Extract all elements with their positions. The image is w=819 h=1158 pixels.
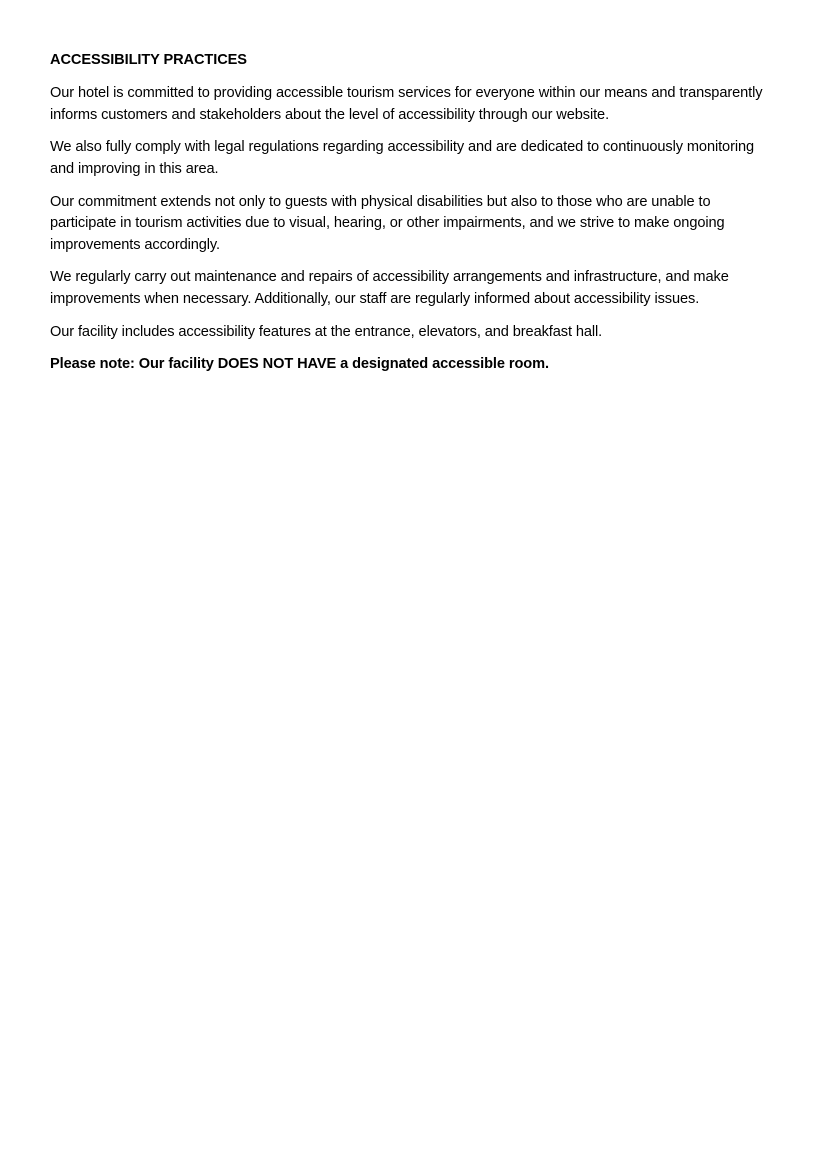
paragraph-commitment: Our hotel is committed to providing accessible tourism services for everyone within our means and transparently informs customers and stakeholders about the level of accessibility through our website. — [50, 85, 763, 123]
document-body — [50, 50, 775, 376]
paragraph-legal-compliance: We also fully comply with legal regulations regarding accessibility and are dedicated to continuously monitoring and improving in this area. — [50, 139, 755, 177]
paragraph-maintenance: We regularly carry out maintenance and repairs of accessibility arrangements and infrastructure, and make improvements when necessary. Additionally, our staff are regularly informed about accessibility issues. — [50, 269, 729, 307]
page-title: ACCESSIBILITY PRACTICES — [50, 52, 247, 68]
paragraph-facility-features: Our facility includes accessibility features at the entrance, elevators, and breakfast hall. — [50, 323, 603, 340]
paragraph-impairments: Our commitment extends not only to guests with physical disabilities but also to those who are unable to participate in tourism activities due to visual, hearing, or other impairments, and we strive to make ongoing improvements accordingly. — [50, 193, 725, 253]
accessible-room-note: Please note: Our facility DOES NOT HAVE a designated accessible room. — [50, 356, 549, 373]
